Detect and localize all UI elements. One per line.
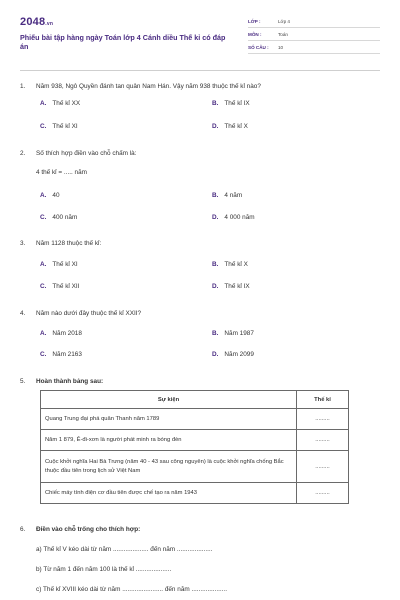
option-d[interactable] [212,123,248,130]
option-a[interactable] [40,100,80,107]
question-text: Năm 1128 thuộc thế kỉ: [36,240,102,247]
option-letter: B. [212,100,219,107]
option-letter: C. [40,214,47,221]
header-century: Thế kỉ [297,391,349,409]
option-text: Năm 1987 [224,330,254,337]
table-header-row [41,391,349,409]
question-1 [20,83,380,133]
option-b[interactable] [212,330,254,337]
meta-key: SỐ CÂU : [248,45,269,50]
option-c[interactable] [40,351,82,358]
brand-logo[interactable] [20,16,53,28]
meta-key: MÔN : [248,32,262,37]
option-text: Thế kỉ X [224,261,248,268]
table-row [41,451,349,483]
option-letter: A. [40,192,47,199]
question-text: Số thích hợp điền vào chỗ chấm là: [36,150,137,157]
question-number: 3. [20,240,26,247]
option-b[interactable] [212,192,242,199]
header-event: Sự kiện [41,391,297,409]
option-text: Năm 2163 [52,351,82,358]
option-d[interactable] [212,351,254,358]
option-letter: A. [40,261,47,268]
option-letter: C. [40,123,47,130]
option-text: Năm 2099 [224,351,254,358]
option-text: 4 000 năm [224,214,255,221]
event-cell: Quang Trung đại phá quân Thanh năm 1789 [41,409,297,430]
option-letter: B. [212,261,219,268]
meta-key: LỚP : [248,19,261,24]
option-c[interactable] [40,283,79,290]
event-cell: Năm 1 879, Ê-đi-xơn là người phát minh ra bóng đèn [41,430,297,451]
question-text: Hoàn thành bảng sau: [36,378,104,385]
option-b[interactable] [212,261,248,268]
option-text: Thế kỉ IX [224,283,250,290]
question-2 [20,150,380,222]
question-4 [20,310,380,360]
option-letter: D. [212,123,219,130]
century-blank[interactable]: ......... [297,451,349,483]
option-text: Thế kỉ X [224,123,248,130]
option-text: Thế kỉ XI [52,123,78,130]
question-text: Điền vào chỗ trống cho thích hợp: [36,526,141,533]
option-letter: A. [40,330,47,337]
event-cell: Cuộc khởi nghĩa Hai Bà Trưng (năm 40 - 43 sau công nguyên) là cuộc khởi nghĩa chống Bắc thuộc đầu tiên trong lịch sử Việt Nam [41,451,297,483]
meta-row-class [248,16,380,28]
meta-info [248,16,380,55]
meta-row-subject [248,29,380,41]
worksheet-header [20,16,380,62]
event-table [40,390,349,504]
meta-value: Toán [278,32,288,37]
option-letter: D. [212,351,219,358]
brand-tld: .vn [45,21,54,27]
option-c[interactable] [40,214,77,221]
meta-value: 10 [278,45,284,50]
question-6 [20,526,380,596]
question-number: 6. [20,526,26,533]
table-row [41,409,349,430]
question-3 [20,240,380,290]
option-d[interactable] [212,283,250,290]
table-row [41,483,349,504]
meta-value: Lớp 4 [278,19,290,24]
page-title: Phiếu bài tập hàng ngày Toán lớp 4 Cánh diều Thế kỉ có đáp án [20,33,226,51]
option-c[interactable] [40,123,78,130]
meta-row-count [248,42,380,54]
century-blank[interactable]: ......... [297,430,349,451]
option-text: Thế kỉ XII [52,283,80,290]
option-a[interactable] [40,330,82,337]
question-number: 2. [20,150,26,157]
option-text: 40 [52,192,60,199]
question-text: Năm nào dưới đây thuộc thế kỉ XXII? [36,310,142,317]
option-letter: B. [212,192,219,199]
question-subtext: 4 thế kỉ = ..... năm [36,169,87,176]
event-cell: Chiếc máy tính điện cơ đầu tiên được chế tạo ra năm 1943 [41,483,297,504]
question-5 [20,378,380,388]
option-letter: B. [212,330,219,337]
option-d[interactable] [212,214,255,221]
option-letter: D. [212,214,219,221]
fill-line-a[interactable]: a) Thế kỉ V kéo dài từ năm .................... đến năm .................... [36,546,213,553]
option-b[interactable] [212,100,250,107]
fill-line-c[interactable]: c) Thế kỉ XVIII kéo dài từ năm ....................... đến năm .................... [36,586,227,593]
century-blank[interactable]: ......... [297,409,349,430]
question-number: 5. [20,378,26,385]
fill-line-b[interactable]: b) Từ năm 1 đến năm 100 là thế kỉ .................... [36,566,172,573]
brand-name: 2048 [20,16,46,28]
option-letter: C. [40,283,47,290]
option-letter: A. [40,100,47,107]
question-number: 4. [20,310,26,317]
question-text: Năm 938, Ngô Quyền đánh tan quân Nam Hán. Vậy năm 938 thuộc thế kỉ nào? [36,83,261,90]
option-letter: C. [40,351,47,358]
option-letter: D. [212,283,219,290]
header-divider [20,70,380,71]
option-a[interactable] [40,261,78,268]
option-text: Thế kỉ IX [224,100,250,107]
option-text: 400 năm [52,214,78,221]
option-text: 4 năm [224,192,243,199]
option-a[interactable] [40,192,60,199]
question-number: 1. [20,83,26,90]
century-blank[interactable]: ......... [297,483,349,504]
option-text: Thế kỉ XX [52,100,81,107]
option-text: Năm 2018 [52,330,82,337]
table-row [41,430,349,451]
option-text: Thế kỉ XI [52,261,78,268]
